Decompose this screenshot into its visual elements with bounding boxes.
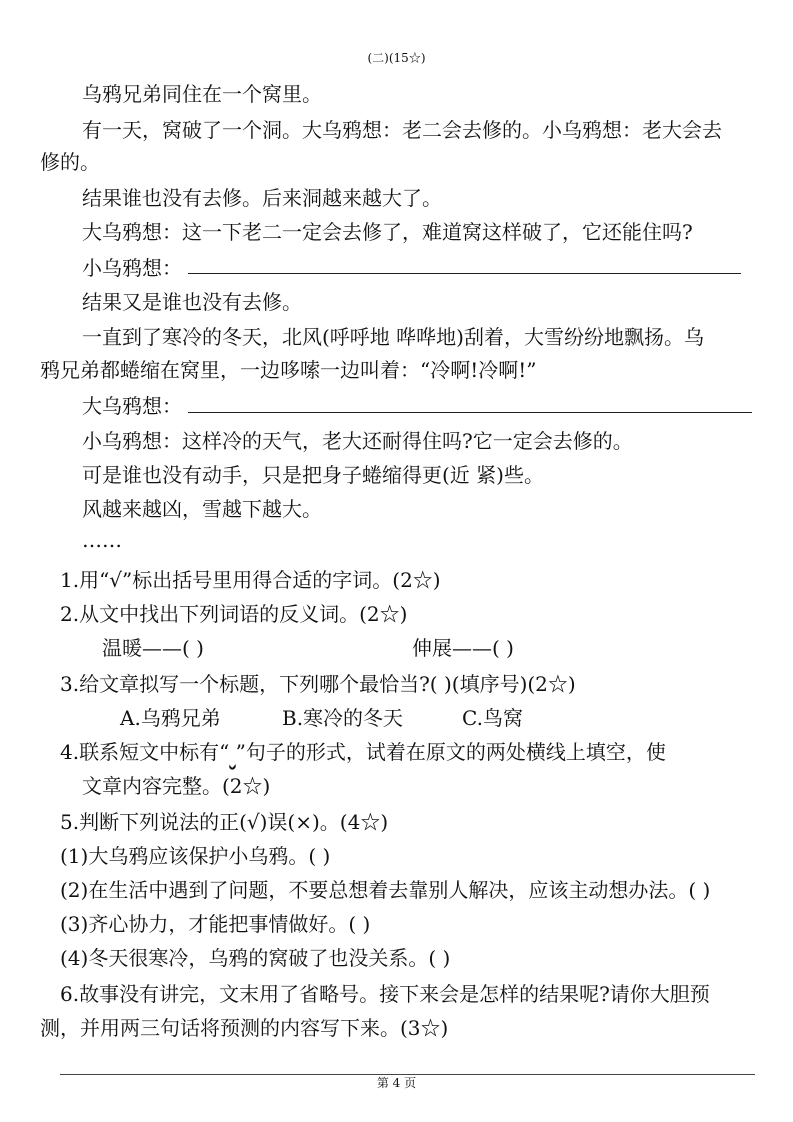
section-title: (二)(15☆) (367, 51, 426, 65)
question-3-option-c[interactable]: C.鸟窝 (462, 706, 523, 730)
passage-paragraph-1: 乌鸦兄弟同住在一个窝里。 (82, 82, 322, 106)
answer-blank-line-2[interactable] (188, 412, 752, 413)
question-5-item-1[interactable]: (1)大乌鸦应该保护小乌鸦。( ) (60, 844, 331, 868)
answer-blank-line-1[interactable] (188, 273, 741, 274)
passage-paragraph-5-label: 小乌鸦想： (82, 256, 182, 280)
question-3-option-a[interactable]: A.乌鸦兄弟 (120, 706, 221, 730)
passage-paragraph-9: 小乌鸦想：这样冷的天气，老大还耐得住吗?它一定会去修的。 (82, 429, 633, 453)
question-4-line-2: 文章内容完整。(2☆) (82, 774, 271, 798)
question-5-item-3[interactable]: (3)齐心协力，才能把事情做好。( ) (60, 912, 371, 936)
question-4-prefix: 4.联系短文中标有“ (60, 740, 230, 764)
passage-paragraph-10: 可是谁也没有动手，只是把身子蜷缩得更(近 紧)些。 (82, 463, 544, 487)
question-4-line-1 (60, 738, 666, 766)
question-4-suffix: ”句子的形式，试着在原文的两处横线上填空，使 (235, 740, 666, 764)
passage-paragraph-2-line-2: 修的。 (40, 150, 100, 174)
passage-paragraph-7-line-1: 一直到了寒冷的冬天，北风(呼呼地 哗哗地)刮着，大雪纷纷地飘扬。乌 (82, 325, 704, 349)
passage-paragraph-6: 结果又是谁也没有去修。 (82, 290, 302, 314)
passage-paragraph-7-line-2: 鸦兄弟都蜷缩在窝里，一边哆嗦一边叫着：“冷啊!冷啊!” (40, 358, 537, 382)
question-5: 5.判断下列说法的正(√)误(×)。(4☆) (60, 810, 389, 834)
question-2-antonym-right[interactable]: 伸展——( ) (412, 636, 514, 660)
passage-paragraph-8-label: 大乌鸦想： (82, 394, 182, 418)
question-6-line-2: 测，并用两三句话将预测的内容写下来。(3☆) (40, 1016, 449, 1040)
passage-ellipsis: …… (82, 528, 122, 552)
question-3-option-b[interactable]: B.寒冷的冬天 (282, 706, 404, 730)
question-6-line-1: 6.故事没有讲完，文末用了省略号。接下来会是怎样的结果呢?请你大胆预 (60, 982, 710, 1006)
passage-paragraph-11: 风越来越凶，雪越下越大。 (82, 497, 322, 521)
question-5-item-2[interactable]: (2)在生活中遇到了问题，不要总想着去靠别人解决，应该主动想办法。( ) (60, 878, 711, 902)
question-1: 1.用“√”标出括号里用得合适的字词。(2☆) (60, 568, 441, 592)
question-5-item-4[interactable]: (4)冬天很寒冷，乌鸦的窝破了也没关系。( ) (60, 946, 451, 970)
passage-paragraph-3: 结果谁也没有去修。后来洞越来越大了。 (82, 186, 442, 210)
page-number: 第 4 页 (376, 1076, 417, 1090)
question-2: 2.从文中找出下列词语的反义词。(2☆) (60, 602, 408, 626)
question-2-antonym-left[interactable]: 温暖——( ) (102, 636, 204, 660)
question-3: 3.给文章拟写一个标题，下列哪个最恰当?( )(填序号)(2☆) (60, 672, 576, 696)
passage-paragraph-2-line-1: 有一天，窝破了一个洞。大乌鸦想：老二会去修的。小乌鸦想：老大会去 (82, 118, 722, 142)
passage-paragraph-4: 大乌鸦想：这一下老二一定会去修了，难道窝这样破了，它还能住吗? (82, 220, 693, 244)
